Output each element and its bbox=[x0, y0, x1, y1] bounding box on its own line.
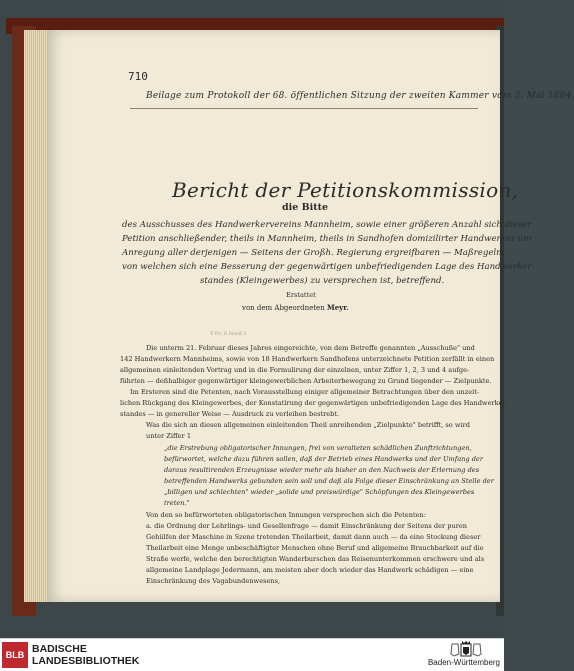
body-line: Die unterm 21. Februar dieses Jahres eingereichte, von dem Betreffe genannten „Ausschuße" und bbox=[146, 344, 475, 352]
intro-line: Anregung aller derjenigen — Seitens der Großh. Regierung ergreifbaren — Maßregeln, bbox=[122, 248, 505, 258]
body-line: allgemeinen einleitenden Vortrag und in die Formulirung der einzelnen, unter Ziffer 1, 2, 3 und 4 aufge- bbox=[120, 366, 470, 374]
quote-line: treten." bbox=[164, 499, 190, 507]
body-line: Im Ersteren sind die Petenten, nach Vorausstellung einiger allgemeiner Betrachtungen über den unzeit- bbox=[130, 388, 480, 396]
blb-logo-icon[interactable]: BLB bbox=[2, 642, 28, 668]
list-line: allgemeine Landplage Jedermann, am meisten aber doch wieder das Handwerk schädigen — eine bbox=[146, 566, 474, 574]
author-label: Erstattet bbox=[286, 291, 316, 299]
page-number: 710 bbox=[128, 70, 148, 83]
list-line: Einschränkung des Vagabundenwesens, bbox=[146, 577, 281, 585]
library-name-line2: LANDESBIBLIOTHEK bbox=[32, 655, 140, 667]
body-line: lichen Rückgang des Kleingewerbes, der Konstatirung der gegenwärtigen unbefriedigenden Lage des Handwerker- bbox=[120, 399, 508, 407]
list-line: Gehülfen der Maschine in Szene tretenden Theilarbeit, damit dann auch — da eine Stockung dieser bbox=[146, 533, 481, 541]
author-prefix: von dem Abgeordneten bbox=[242, 304, 325, 312]
library-name[interactable] bbox=[32, 643, 139, 667]
author-name: Meyr. bbox=[326, 303, 349, 312]
intro-line: des Ausschusses des Handwerkervereins Mannheim, sowie einer größeren Anzahl sich dieser bbox=[122, 220, 532, 230]
intro-line: standes (Kleingewerbes) zu versprechen ist, betreffend. bbox=[200, 276, 445, 286]
quote-line: befürwortet, welche dazu führen sollen, daß der Betrieb eines Handwerks und der Umfang der bbox=[164, 455, 483, 463]
body-line: 142 Handwerkern Mannheims, sowie von 18 Handwerkern Sandhofens unterzeichnete Petition zerfällt in einen bbox=[120, 355, 495, 363]
header-rule bbox=[130, 108, 478, 109]
body-line: führten — deßhalbiger gegenwärtiger kleingewerblichen Arbeiterbewegung zu Grund liegender — Zielpunkte. bbox=[120, 377, 492, 385]
state-name[interactable]: Baden-Württemberg bbox=[427, 658, 500, 667]
library-name-line1: BADISCHE bbox=[32, 643, 87, 655]
list-line: Von den so befürworteten obligatorischen Innungen versprechen sich die Petenten: bbox=[146, 511, 426, 519]
body-line: standes — in genereller Weise — Ausdruck zu verleihen bestrebt. bbox=[120, 410, 340, 418]
faded-annotation: Y Fr: 6 Nord 3 bbox=[210, 331, 247, 337]
document-subtitle: die Bitte bbox=[282, 202, 329, 213]
baden-wuerttemberg-crest-icon bbox=[448, 640, 484, 658]
author-line bbox=[242, 303, 349, 312]
viewer-footer bbox=[0, 638, 504, 671]
intro-line: Petition anschließender, theils in Mannheim, theils in Sandhofen domizilirter Handwerker um bbox=[122, 234, 532, 244]
body-line: unter Ziffer 1 bbox=[146, 432, 192, 440]
quote-line: daraus resultirenden Erzeugnisse wieder mehr als bisher an den Nachweis der Erlernung des bbox=[164, 466, 480, 474]
list-line: Theilarbeit eine Menge unbeschäftigter Menschen ohne Beruf und allgemeine Brauchbarkeit auf die bbox=[146, 544, 484, 552]
page-edges bbox=[24, 30, 50, 602]
list-line: a. die Ordnung der Lehrlings- und Gesellenfrage — damit Einschränkung der Seitens der puren bbox=[146, 522, 467, 530]
quote-line: betreffenden Handwerks gebunden sein soll und daß als Folge dieser Einschränkung an Stelle der bbox=[164, 477, 494, 485]
document-title: Bericht der Petitionskommission, bbox=[172, 178, 519, 202]
body-line: Was die sich an diesen allgemeinen einleitenden Theil anreihenden „Zielpunkte" betrifft, so wird bbox=[146, 421, 470, 429]
quote-line: „die Erstrebung obligatorischer Innungen, frei von veralteten schädlichen Zunftrichtungen, bbox=[164, 444, 472, 452]
page-header: Beilage zum Protokoll der 68. öffentlichen Sitzung der zweiten Kammer vom 3. Mai 1884. bbox=[146, 91, 574, 101]
quote-line: „billigen und schlechten" wieder „solide und preiswürdige" Schöpfungen des Kleingewerbes bbox=[164, 488, 475, 496]
list-line: Straße werfe, welche den berechtigten Wanderburschen das Reisenunterkommen erschwere und als bbox=[146, 555, 485, 563]
intro-line: von welchen sich eine Besserung der gegenwärtigen unbefriedigenden Lage des Handwerker- bbox=[122, 262, 535, 272]
